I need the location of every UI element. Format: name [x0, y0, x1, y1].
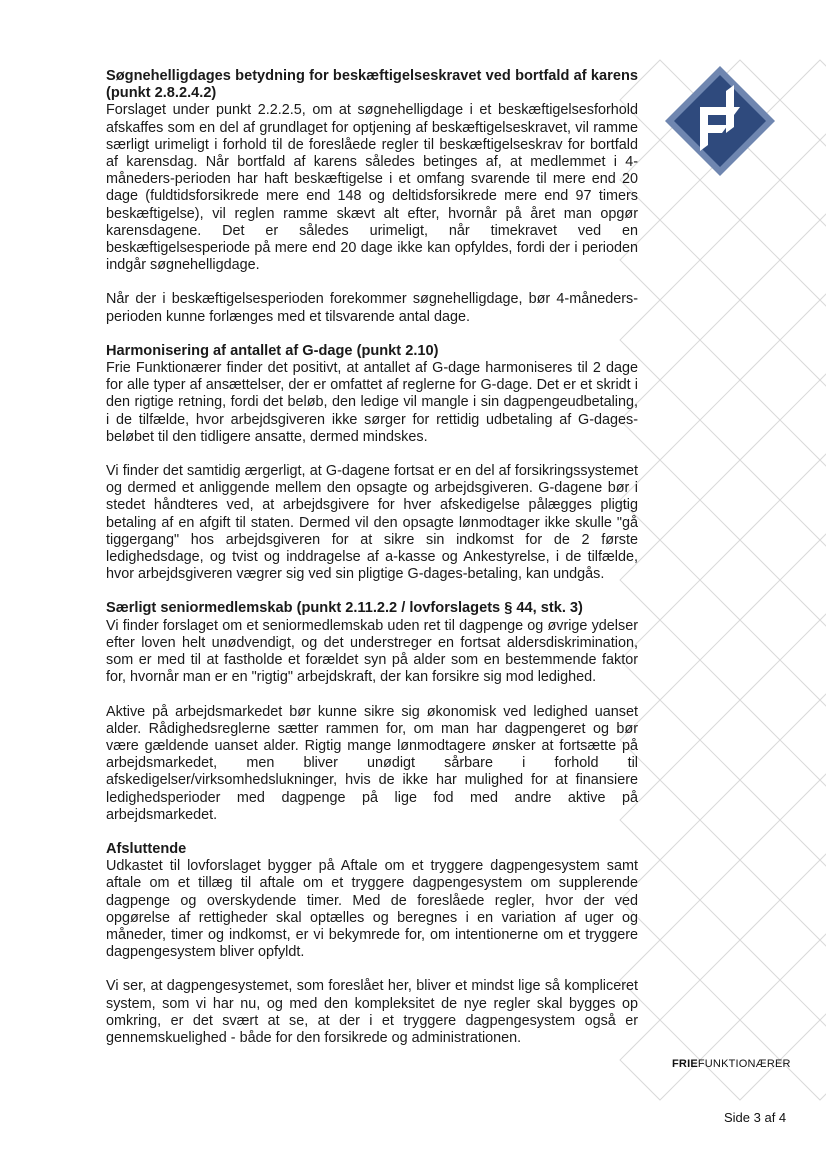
diamond-lattice [620, 60, 826, 1100]
section [106, 68, 638, 326]
lattice-diamond [700, 540, 780, 620]
paragraph: Vi finder det samtidig ærgerligt, at G-dagene fortsat er en del af forsikringssystemet og dermed et anliggende mellem den opsagte og arbejdsgiveren. G-dagene bør i stedet håndteres ved, at arbejdsgivere for hver afskedigelse pålægges pligtig betaling af en afgift til staten. Dermed vil den opsagte lønmodtager ikke skulle "gå tiggergang" hos arbejdsgiveren for at sikre sin indkomst for de 2 første ledighedsdage, og tvist og inddragelse af a-kasse og Ankestyrelse, i de tilfælde, hvor arbejdsgiveren vægrer sig ved sin pligtige G-dages-betaling, kan undgås. [106, 463, 638, 583]
lattice-diamond [780, 60, 826, 140]
company-logo [665, 66, 775, 176]
lattice-diamond [780, 540, 826, 620]
lattice-diamond [780, 460, 826, 540]
brand-funktionaerer: FUNKTIONÆRER [697, 1058, 791, 1070]
lattice-diamond [700, 620, 780, 700]
lattice-diamond [700, 780, 780, 860]
lattice-diamond [780, 940, 826, 1020]
lattice-diamond [700, 380, 780, 460]
brand-frie: FRIE [672, 1058, 698, 1070]
footer-brand [672, 1058, 791, 1070]
section-heading: Harmonisering af antallet af G-dage (punkt 2.10) [106, 342, 439, 359]
section-heading: Søgnehelligdages betydning for beskæftigelseskravet ved bortfald af karens (punkt 2.8.2.4.2) [106, 68, 638, 102]
lattice-diamond [700, 940, 780, 1020]
lattice-diamond [700, 220, 780, 300]
section [106, 600, 638, 823]
lattice-diamond [780, 620, 826, 700]
paragraph: Frie Funktionærer finder det positivt, at antallet af G-dage harmoniseres til 2 dage for alle typer af ansættelser, der er omfattet af reglerne for G-dage. Det er et skridt i den rigtige retning, fordi det beløb, den ledige vil mangle i sin dagpengeudbetaling, i de tilfælde, hvor arbejdsgiveren ikke sørger for rettidig udbetaling af G-dages-beløbet til den tidligere ansatte, dermed mindskes. [106, 360, 638, 445]
lattice-diamond [780, 220, 826, 300]
paragraph: Aktive på arbejdsmarkedet bør kunne sikre sig økonomisk ved ledighed uanset alder. Rådighedsreglerne sætter rammen for, om man har dagpengeret og bør være gældende uanset alder. Rigtig mange lønmodtagere ønsker at fortsætte på arbejdsmarkedet, men bliver unødigt sårbare i forhold til afskedigelser/virksomhedslukninger, hvis de ikke har mulighed for at finansiere ledighedsperioder med dagpenge på lige fod med andre aktive på arbejdsmarkedet. [106, 703, 638, 823]
lattice-diamond [780, 140, 826, 220]
paragraph: Vi ser, at dagpengesystemet, som foreslået her, bliver et mindst lige så kompliceret system, som vi har nu, og med den kompleksitet de nye regler skal bygges op omkring, er det svært at se, at der i et tryggere dagpengesystem også er gennemskuelighed - både for den forsikrede og administrationen. [106, 978, 638, 1046]
lattice-diamond [700, 860, 780, 940]
lattice-diamond [700, 300, 780, 380]
lattice-diamond [700, 700, 780, 780]
lattice-diamond [780, 780, 826, 860]
document-body [106, 68, 638, 1064]
lattice-diamond [700, 460, 780, 540]
page-number: Side 3 af 4 [724, 1110, 787, 1125]
paragraph: Vi finder forslaget om et seniormedlemskab uden ret til dagpenge og øvrige ydelser efter loven helt unødvendigt, og det understreger en fortsat aldersdiskrimination, som er med til at fastholde et forældet syn på alder som en bestemmende faktor for, hvornår man er en "rigtig" arbejdskraft, der kan forsikre sig mod ledighed. [106, 617, 638, 686]
paragraph: Udkastet til lovforslaget bygger på Aftale om et tryggere dagpengesystem samt aftale om et tillæg til aftale om et tryggere dagpengesystem om supplerende dagpenge og overskydende timer. Med de foreslåede regler, hvor der ved opgørelse af rettigheder skal optælles og beregnes i en variation af uger og måneder, timer og indkomst, er vi bekymrede for, om intentionerne om et tryggere dagpengesystem bliver opfyldt. [106, 858, 638, 961]
paragraph: Når der i beskæftigelsesperioden forekommer søgnehelligdage, bør 4-måneders-perioden kunne forlænges med et tilsvarende antal dage. [106, 291, 638, 325]
lattice-diamond [780, 380, 826, 460]
section-heading: Særligt seniormedlemskab (punkt 2.11.2.2 / lovforslagets § 44, stk. 3) [106, 600, 583, 617]
section [106, 343, 638, 584]
section [106, 841, 638, 1047]
lattice-diamond [780, 700, 826, 780]
lattice-diamond [780, 860, 826, 940]
paragraph: Forslaget under punkt 2.2.2.5, om at søgnehelligdage i et beskæftigelsesforhold afskaffes som en del af grundlaget for optjening af beskæftigelseskravet, vil ramme særligt urimeligt i forhold til de foreslåede regler til beskæftigelseskrav for bortfald af karensdag. Når bortfald af karens således betinges af, at medlemmet i 4-måneders-perioden har haft beskæftigelse i et omfang svarende til mere end 20 dage (fuldtidsforsikrede mere end 148 og deltidsforsikrede mere end 97 timers beskæftigelse), vil reglen ramme skævt alt efter, hvornår på året man opgør karensdagene. Det er således urimeligt, når timekravet ved en beskæftigelsesperiode på mere end 20 dage ikke kan opfyldes, fordi der i perioden indgår søgnehelligdage. [106, 102, 638, 274]
section-heading: Afsluttende [106, 840, 187, 857]
lattice-diamond [780, 300, 826, 380]
